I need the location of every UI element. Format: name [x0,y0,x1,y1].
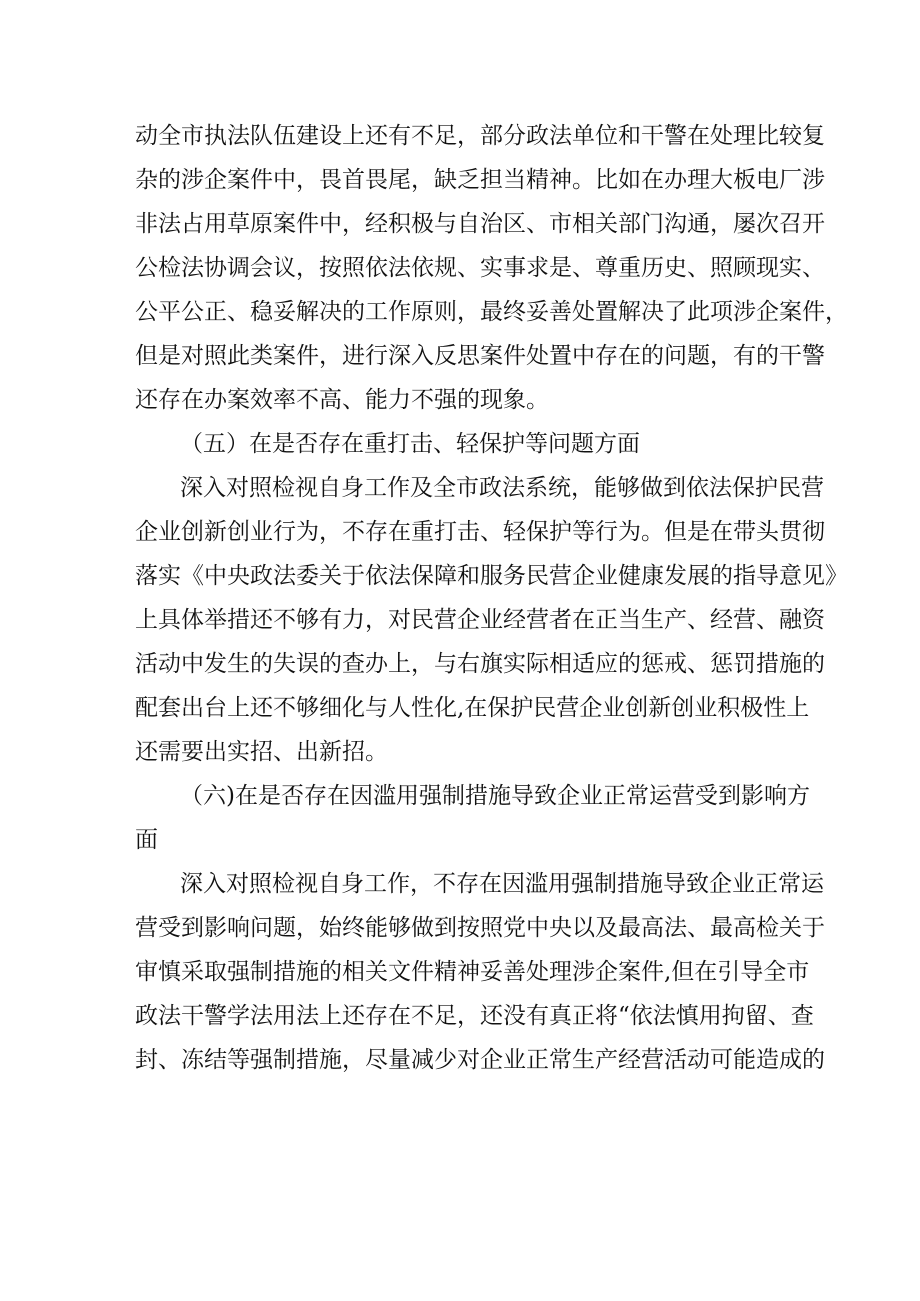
text-line: 活动中发生的失误的查办上，与右旗实际相适应的惩戒、惩罚措施的 [135,651,825,677]
text-line: 但是对照此类案件，进行深入反思案件处置中存在的问题，有的干警 [135,343,825,369]
text-line: 营受到影响问题，始终能够做到按照党中央以及最高法、最高检关于 [135,915,825,941]
text-line: 动全市执法队伍建设上还有不足，部分政法单位和干警在处理比较复 [135,123,825,149]
text-line: 封、冻结等强制措施，尽量减少对企业正常生产经营活动可能造成的 [135,1047,825,1073]
text-line: 杂的涉企案件中，畏首畏尾，缺乏担当精神。比如在办理大板电厂涉 [135,167,825,193]
text-line: 审慎采取强制措施的相关文件精神妥善处理涉企案件,但在引导全市 [135,959,810,985]
text-line: 公检法协调会议，按照依法依规、实事求是、尊重历史、照顾现实、 [135,255,825,281]
text-line: 政法干警学法用法上还存在不足，还没有真正将“依法慎用拘留、查 [135,1003,814,1029]
text-line: 企业创新创业行为，不存在重打击、轻保护等行为。但是在带头贯彻 [135,519,825,545]
text-line: 还需要出实招、出新招。 [135,739,388,765]
text-line: 公平公正、稳妥解决的工作原则，最终妥善处置解决了此项涉企案件， [135,299,848,325]
text-line: 还存在办案效率不高、能力不强的现象。 [135,387,549,413]
text-line: 深入对照检视自身工作及全市政法系统，能够做到依法保护民营 [180,475,824,501]
text-line: 非法占用草原案件中，经积极与自治区、市相关部门沟通，屡次召开 [135,211,825,237]
text-line: 深入对照检视自身工作，不存在因滥用强制措施导致企业正常运 [180,871,824,897]
text-line: 上具体举措还不够有力，对民营企业经营者在正当生产、经营、融资 [135,607,825,633]
section-heading-continued: 面 [135,827,158,853]
text-line: 配套出台上还不够细化与人性化,在保护民营企业创新创业积极性上 [135,695,810,721]
text-line: 落实《中央政法委关于依法保障和服务民营企业健康发展的指导意见》 [135,563,848,589]
section-heading: （六)在是否存在因滥用强制措施导致企业正常运营受到影响方 [180,783,810,809]
section-heading: （五）在是否存在重打击、轻保护等问题方面 [180,431,640,457]
